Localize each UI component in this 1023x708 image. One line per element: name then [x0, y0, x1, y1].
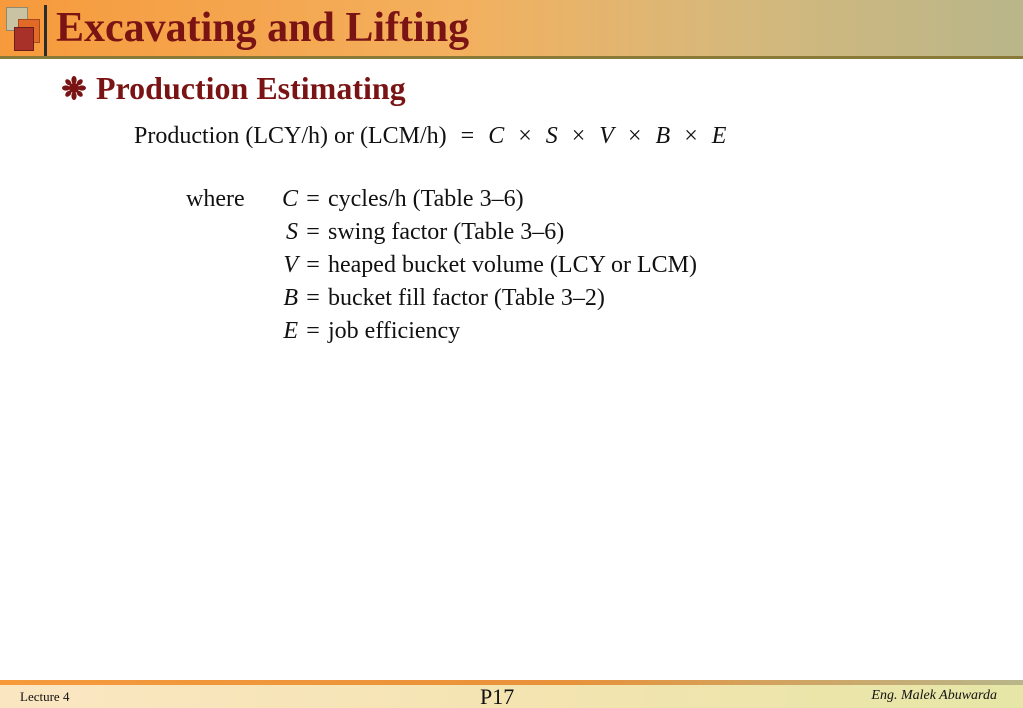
bullet-text: Production Estimating [96, 69, 406, 106]
formula-operator: × [518, 123, 532, 149]
bullet-heading [62, 68, 406, 108]
stacked-squares-logo-icon [4, 5, 48, 55]
formula-term: S [545, 123, 558, 149]
formula-operator: × [627, 123, 642, 149]
definition-equals: = [306, 318, 320, 344]
page-number: P17 [480, 684, 515, 708]
footer [0, 685, 1023, 708]
definition-row [186, 249, 697, 282]
definition-symbol: S [286, 219, 298, 245]
definition-row [186, 216, 697, 249]
where-label: where [186, 186, 245, 212]
formula-operator: × [684, 123, 698, 149]
formula-term: V [599, 123, 614, 149]
definition-text: heaped bucket volume (LCY or LCM) [328, 252, 698, 278]
definition-equals: = [306, 285, 320, 311]
definition-symbol: V [283, 252, 298, 278]
formula-lhs: Production (LCY/h) or (LCM/h) [134, 123, 447, 149]
definition-text: bucket fill factor (Table 3–2) [328, 285, 605, 311]
definition-row [186, 315, 697, 348]
definition-row [186, 183, 697, 216]
formula-term: B [655, 123, 671, 149]
title-bar [0, 0, 1023, 56]
formula-term: E [711, 123, 727, 149]
definition-text: cycles/h (Table 3–6) [328, 186, 524, 212]
definition-equals: = [306, 186, 320, 212]
footer-author: Eng. Malek Abuwarda [871, 688, 997, 703]
definition-symbol: C [281, 186, 298, 212]
formula-equals: = [460, 123, 475, 149]
definition-symbol: E [283, 318, 298, 344]
definitions-list [186, 183, 697, 348]
production-formula [134, 120, 726, 152]
title-underline [0, 56, 1023, 59]
flower-bullet-icon [62, 76, 86, 100]
definition-row [186, 282, 697, 315]
definition-equals: = [306, 252, 320, 278]
slide-title: Excavating and Lifting [56, 5, 470, 51]
definition-text: swing factor (Table 3–6) [328, 219, 565, 245]
formula-term: C [488, 123, 505, 149]
formula-operator: × [571, 123, 586, 149]
definition-text: job efficiency [328, 318, 461, 344]
definition-equals: = [306, 219, 320, 245]
definition-symbol: B [283, 285, 298, 311]
footer-lecture: Lecture 4 [20, 689, 70, 704]
